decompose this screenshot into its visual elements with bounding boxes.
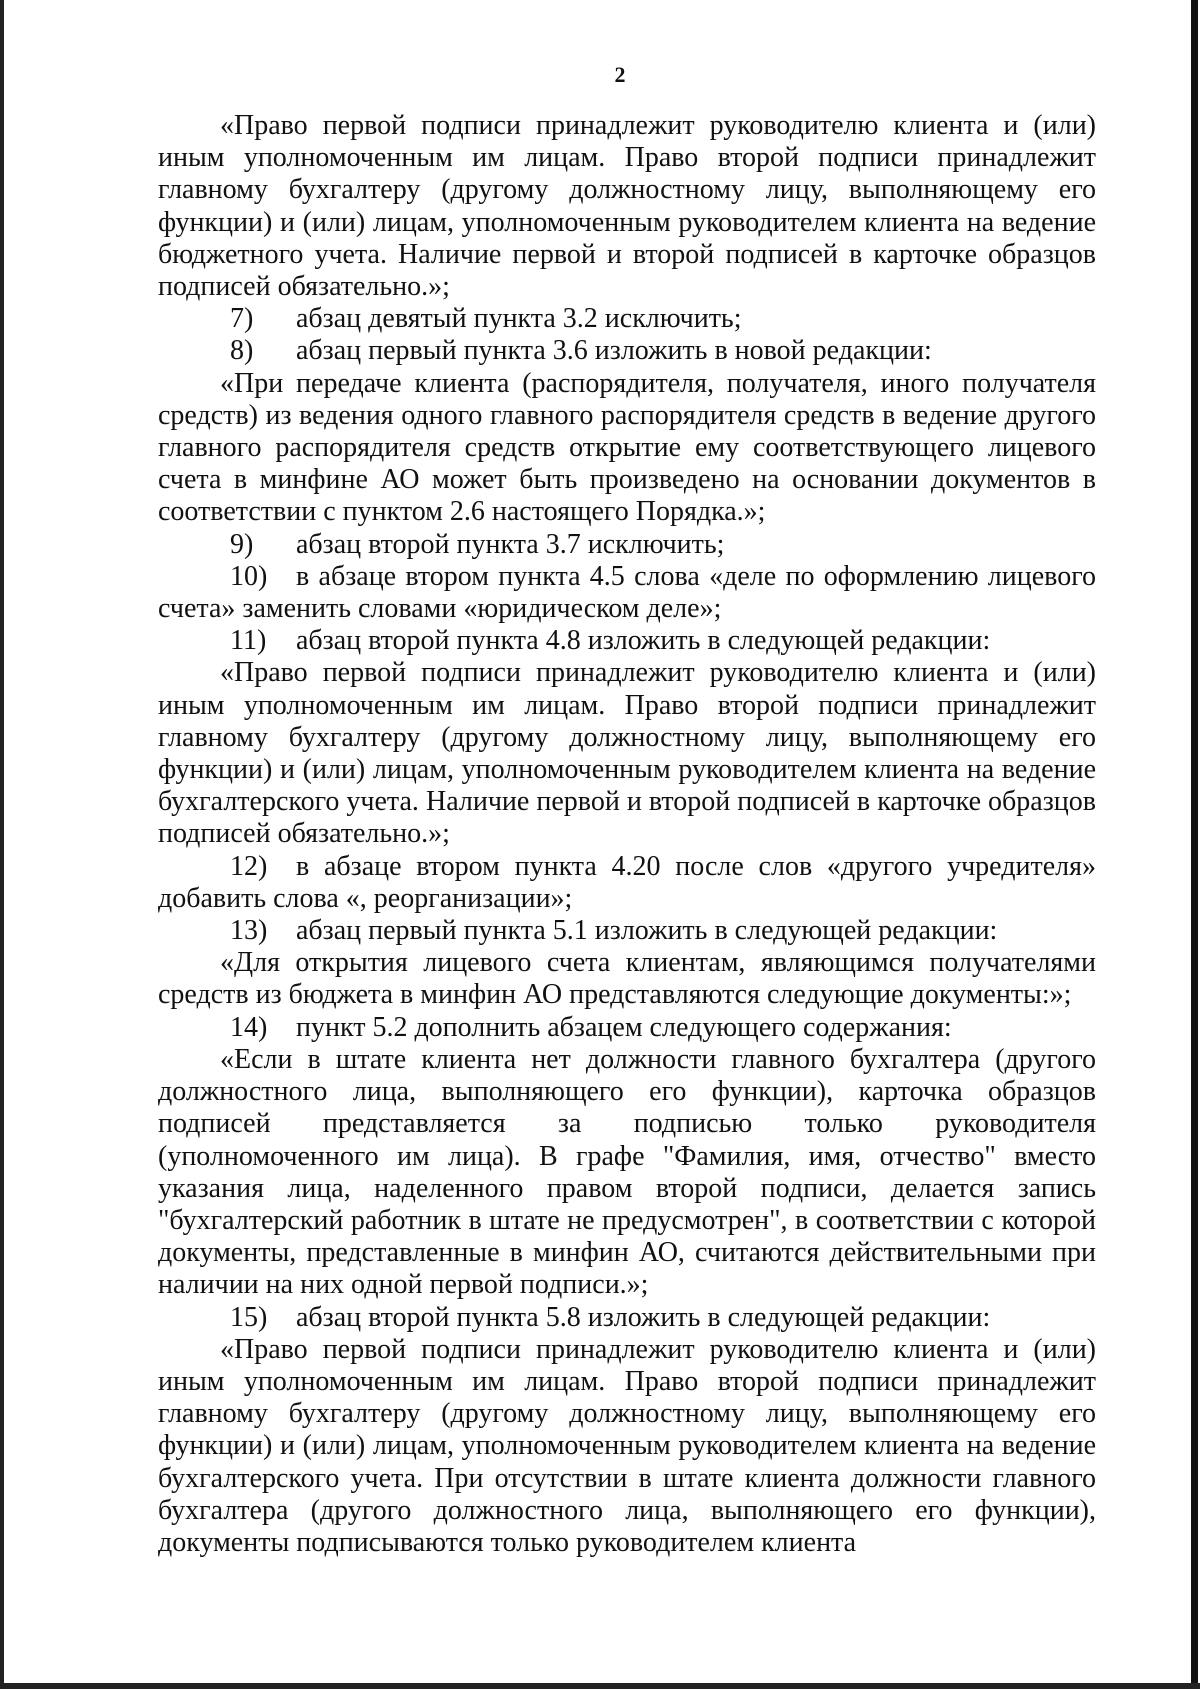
item-text: абзац второй пункта 4.8 изложить в следующей редакции:	[296, 625, 991, 657]
item-text: в абзаце втором пункта 4.20 после слов «другого учредителя» добавить слова «, реорганизации»;	[158, 850, 1096, 914]
paragraph: «При передаче клиента (распорядителя, получателя, иного получателя средств) из ведения одного главного распорядителя средств в ведение другого главного распорядителя средств открытие ему соответствующего лицевого счета в минфине АО может быть произведено на основании документов в соответствии с пунктом 2.6 настоящего Порядка.»;	[158, 367, 1096, 528]
list-item	[158, 303, 1096, 335]
paragraph: «Для открытия лицевого счета клиентам, являющимся получателями средств из бюджета в минфин АО представляются следующие документы:»;	[158, 947, 1096, 1011]
scan-edge-bottom	[0, 1683, 1200, 1689]
item-number: 15)	[230, 1301, 268, 1333]
item-text: абзац первый пункта 5.1 изложить в следующей редакции:	[296, 915, 998, 947]
item-text: абзац первый пункта 3.6 изложить в новой редакции:	[296, 335, 932, 367]
item-number: 12)	[230, 850, 268, 882]
item-number: 14)	[230, 1011, 268, 1043]
paragraph: «Если в штате клиента нет должности главного бухгалтера (другого должностного лица, выполняющего его функции), карточка образцов подписей представляется за подписью только руководителя (уполномоченного им лица). В графе "Фамилия, имя, отчество" вместо указания лица, наделенного правом второй подписи, делается запись "бухгалтерский работник в штате не предусмотрен", в соответствии с которой документы, представленные в минфин АО, считаются действительными при наличии на них одной первой подписи.»;	[158, 1043, 1096, 1301]
list-item	[158, 561, 1096, 625]
item-text: абзац второй пункта 5.8 изложить в следующей редакции:	[296, 1301, 991, 1333]
paragraph: «Право первой подписи принадлежит руководителю клиента и (или) иным уполномоченным им лицам. Право второй подписи принадлежит главному бухгалтеру (другому должностному лицу, выполняющему его функции) и (или) лицам, уполномоченным руководителем клиента на ведение бюджетного учета. Наличие первой и второй подписей в карточке образцов подписей обязательно.»;	[158, 110, 1096, 303]
item-text: пункт 5.2 дополнить абзацем следующего содержания:	[296, 1011, 952, 1043]
scan-edge-left	[0, 0, 4, 1689]
list-item	[158, 529, 1096, 561]
item-text: абзац второй пункта 3.7 исключить;	[296, 528, 725, 560]
list-item	[158, 1012, 1096, 1044]
list-item	[158, 851, 1096, 915]
item-number: 10)	[230, 560, 268, 592]
item-number: 9)	[230, 528, 254, 560]
list-item	[158, 625, 1096, 657]
scan-edge-right	[1191, 0, 1198, 1689]
item-number: 8)	[230, 335, 254, 367]
list-item	[158, 1302, 1096, 1334]
list-item	[158, 915, 1096, 947]
document-body	[158, 110, 1096, 1559]
page-number: 2	[614, 62, 626, 87]
paragraph: «Право первой подписи принадлежит руководителю клиента и (или) иным уполномоченным им лицам. Право второй подписи принадлежит главному бухгалтеру (другому должностному лицу, выполняющему его функции) и (или) лицам, уполномоченным руководителем клиента на ведение бухгалтерского учета. При отсутствии в штате клиента должности главного бухгалтера (другого должностного лица, выполняющего его функции), документы подписываются только руководителем клиента	[158, 1333, 1096, 1558]
item-number: 13)	[230, 915, 268, 947]
item-text: абзац девятый пункта 3.2 исключить;	[296, 303, 742, 335]
paragraph: «Право первой подписи принадлежит руководителю клиента и (или) иным уполномоченным им лицам. Право второй подписи принадлежит главному бухгалтеру (другому должностному лицу, выполняющему его функции) и (или) лицам, уполномоченным руководителем клиента на ведение бухгалтерского учета. Наличие первой и второй подписей в карточке образцов подписей обязательно.»;	[158, 657, 1096, 850]
list-item	[158, 335, 1096, 367]
item-text: в абзаце втором пункта 4.5 слова «деле по оформлению лицевого счета» заменить словами «юридическом деле»;	[158, 560, 1096, 625]
item-number: 11)	[230, 625, 267, 657]
item-number: 7)	[230, 303, 254, 335]
